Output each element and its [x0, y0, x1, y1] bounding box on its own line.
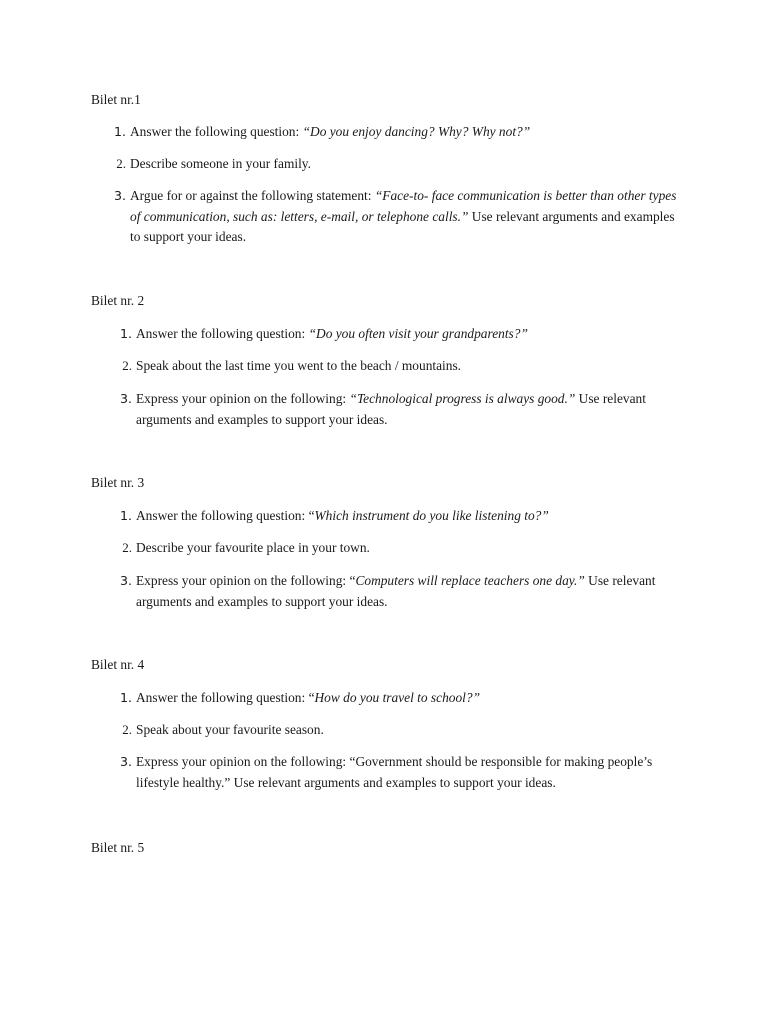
question-2	[122, 720, 726, 741]
question-suffix: “Government should be responsible for making people’s lifestyle healthy.” Use relevant arguments and examples to support your ideas.	[136, 754, 653, 790]
question-text: Express your opinion on the following:	[136, 754, 350, 769]
question-1	[113, 122, 720, 143]
question-text: Answer the following question:	[130, 124, 303, 139]
question-quote: Computers will replace teachers one day.”	[355, 573, 585, 588]
question-number: 3.	[119, 391, 132, 406]
question-3	[113, 186, 685, 248]
ticket-title: Bilet nr. 3	[91, 475, 145, 490]
ticket-title: Bilet nr.1	[91, 92, 141, 107]
question-number: 1.	[119, 690, 132, 705]
question-text: Describe someone in your family.	[130, 156, 311, 171]
question-text: Express your opinion on the following:	[136, 391, 350, 406]
question-quote: “Do you enjoy dancing? Why? Why not?”	[302, 124, 531, 139]
question-number: 1.	[119, 326, 132, 341]
question-suffix: Use relevant arguments and examples to support your ideas.	[136, 573, 656, 609]
question-quote: How do you travel to school?”	[314, 690, 481, 705]
question-suffix: Use relevant arguments and examples to support your ideas.	[136, 391, 646, 427]
ticket-title: Bilet nr. 5	[91, 840, 145, 855]
question-3	[119, 571, 676, 612]
question-quote: Which instrument do you like listening to?”	[314, 508, 549, 523]
question-2	[116, 154, 720, 175]
question-text: Argue for or against the following statement:	[130, 188, 375, 203]
question-number: 1.	[113, 124, 126, 139]
question-text: Answer the following question: “	[136, 690, 315, 705]
question-number: 2.	[122, 722, 132, 737]
question-number: 1.	[119, 508, 132, 523]
question-number: 3.	[113, 188, 126, 203]
question-number: 2.	[122, 358, 132, 373]
question-text: Describe your favourite place in your town.	[136, 540, 370, 555]
question-quote: “Do you often visit your grandparents?”	[308, 326, 528, 341]
ticket-title: Bilet nr. 2	[91, 293, 145, 308]
question-text: Answer the following question: “	[136, 508, 315, 523]
question-3	[119, 389, 671, 430]
question-2	[122, 356, 726, 377]
question-number: 3.	[119, 573, 132, 588]
ticket-title: Bilet nr. 4	[91, 657, 145, 672]
question-number: 2.	[122, 540, 132, 555]
question-text: Speak about the last time you went to the beach / mountains.	[136, 358, 462, 373]
question-1	[119, 324, 726, 345]
question-text: Express your opinion on the following: “	[136, 573, 356, 588]
question-1	[119, 688, 726, 709]
question-text: Speak about your favourite season.	[136, 722, 324, 737]
question-text: Answer the following question:	[136, 326, 309, 341]
question-suffix: Use relevant arguments and examples to support your ideas.	[130, 208, 675, 244]
question-quote: “Technological progress is always good.”	[349, 391, 576, 406]
question-number: 3.	[119, 754, 132, 769]
question-3	[119, 752, 676, 793]
question-1	[119, 506, 726, 527]
question-number: 2.	[116, 156, 126, 171]
question-2	[122, 538, 726, 559]
question-quote: “Face-to- face communication is better than other types of communication, such as: letters, e-mail, or telephone calls.”	[130, 188, 677, 224]
